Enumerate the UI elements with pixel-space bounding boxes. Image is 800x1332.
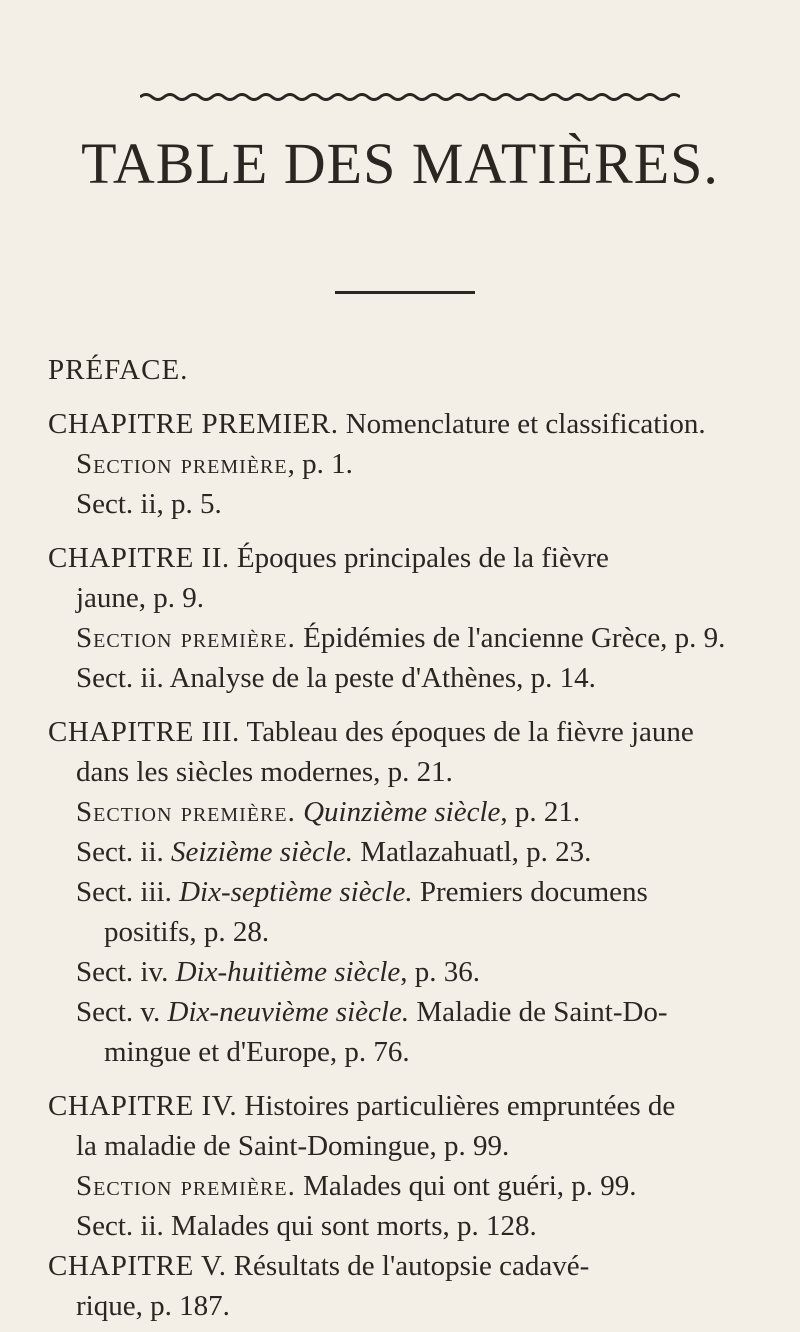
chapter-title: Résultats de l'autopsie cadavé- xyxy=(233,1250,590,1282)
toc-chapter-4[interactable] xyxy=(48,1086,768,1166)
section-century: Seizième siècle. xyxy=(171,836,354,868)
chapter-title-cont: dans les siècles modernes, p. 21. xyxy=(76,756,453,788)
section-title: Premiers documens xyxy=(419,876,648,908)
section-title: Épidémies de l'ancienne Grèce, p. 9. xyxy=(303,622,726,654)
toc-section-3-3[interactable] xyxy=(48,872,768,952)
section-title-cont: mingue et d'Europe, p. 76. xyxy=(104,1036,410,1068)
section-label: Sect. ii. xyxy=(76,836,164,868)
chapter-label: CHAPITRE V. xyxy=(48,1250,227,1282)
title-divider xyxy=(335,291,475,294)
section-label: Sect. ii. xyxy=(76,662,164,694)
chapter-title: Tableau des époques de la fièvre jaune xyxy=(246,716,694,748)
toc-preface[interactable]: PRÉFACE. xyxy=(48,354,189,386)
section-label: Section première. xyxy=(76,1170,296,1202)
section-century: Quinzième siècle xyxy=(303,796,501,828)
chapter-label: CHAPITRE PREMIER. xyxy=(48,408,339,440)
section-page: , p. 36. xyxy=(400,956,481,988)
chapter-title: Nomenclature et classification. xyxy=(345,408,706,440)
table-of-contents xyxy=(48,320,768,1326)
toc-chapter-3[interactable] xyxy=(48,712,768,792)
section-label: Sect. ii, xyxy=(76,488,164,520)
section-title-cont: positifs, p. 28. xyxy=(104,916,270,948)
toc-section-1-1[interactable] xyxy=(48,444,768,484)
toc-chapter-1[interactable] xyxy=(48,404,768,444)
toc-section-2-2[interactable] xyxy=(48,658,768,698)
toc-section-3-2[interactable] xyxy=(48,832,768,872)
toc-section-4-1[interactable] xyxy=(48,1166,768,1206)
chapter-title-cont: rique, p. 187. xyxy=(76,1290,230,1322)
section-title: Maladie de Saint-Do- xyxy=(416,996,668,1028)
chapter-label: CHAPITRE II. xyxy=(48,542,230,574)
chapter-label: CHAPITRE IV. xyxy=(48,1090,238,1122)
section-century: Dix-septième siècle. xyxy=(179,876,413,908)
section-label: Section première. xyxy=(76,796,296,828)
toc-section-2-1[interactable] xyxy=(48,618,768,658)
section-label: Sect. ii. xyxy=(76,1210,164,1242)
section-title: Matlazahuatl, p. 23. xyxy=(360,836,592,868)
section-century: Dix-huitième siècle xyxy=(175,956,401,988)
section-label: Sect. iv. xyxy=(76,956,169,988)
chapter-title: Époques principales de la fièvre xyxy=(236,542,609,574)
section-page: , p. 21. xyxy=(500,796,581,828)
section-century: Dix-neuvième siècle. xyxy=(167,996,410,1028)
toc-chapter-2[interactable] xyxy=(48,538,768,618)
section-title: Malades qui ont guéri, p. 99. xyxy=(303,1170,637,1202)
section-page: p. 5. xyxy=(171,488,222,520)
section-label: Sect. iii. xyxy=(76,876,172,908)
chapter-label: CHAPITRE III. xyxy=(48,716,240,748)
section-page: , p. 1. xyxy=(287,448,353,480)
section-label: Sect. v. xyxy=(76,996,161,1028)
page-title: TABLE DES MATIÈRES. xyxy=(81,131,719,196)
section-title: Analyse de la peste d'Athènes, p. 14. xyxy=(169,662,596,694)
chapter-title-cont: la maladie de Saint-Domingue, p. 99. xyxy=(76,1130,510,1162)
section-label: Section première. xyxy=(76,622,296,654)
toc-section-3-1[interactable] xyxy=(48,792,768,832)
chapter-title: Histoires particulières empruntées de xyxy=(244,1090,676,1122)
section-title: Malades qui sont morts, p. 128. xyxy=(171,1210,537,1242)
toc-section-3-5[interactable] xyxy=(48,992,768,1072)
toc-chapter-5[interactable] xyxy=(48,1246,768,1326)
toc-section-3-4[interactable] xyxy=(48,952,768,992)
toc-section-1-2[interactable] xyxy=(48,484,768,524)
chapter-title-cont: jaune, p. 9. xyxy=(76,582,205,614)
toc-section-4-2[interactable] xyxy=(48,1206,768,1246)
section-label: Section première xyxy=(76,448,288,480)
top-ornament xyxy=(140,92,680,102)
